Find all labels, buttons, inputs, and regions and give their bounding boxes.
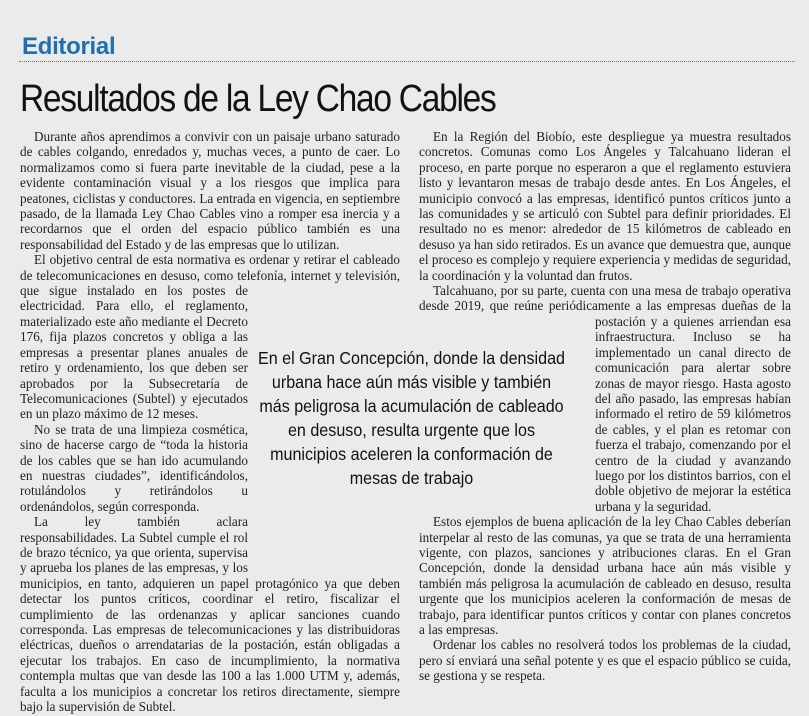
paragraph: El objetivo central de esta normativa es ordenar y retirar el cableado de telecomunicaciones en desuso, como telefonía, internet y televisión, que sigue instalado en los postes de electricidad. Para ello, el reglamento, materializado este año mediante el Decreto 176, fija plazos concretos y obliga a las empresas a presentar planes anuales de retiro y ordenamiento, los que deben ser aprobados por la Subsecretaría de Telecomunicaciones (Subtel) y ejecutados en un plazo máximo de 12 meses. <box>20 252 400 422</box>
section-divider <box>19 61 795 62</box>
section-label: Editorial <box>22 33 116 60</box>
paragraph: Estos ejemplos de buena aplicación de la ley Chao Cables deberían interpelar al resto de las comunas, ya que se trata de una herramienta vigente, con plazos, sanciones y atribuciones claras. En el Gran Concepción, donde la densidad urbana hace aún más visible y también más peligrosa la acumulación de cableado en desuso, resulta urgente que los municipios aceleren la conformación de mesas de trabajo, para identificar puntos críticos y contar con planes concretos a las empresas. <box>419 514 791 637</box>
paragraph: Talcahuano, por su parte, cuenta con una mesa de trabajo operativa desde 2019, que reúne periódicamente a las empresas dueñas de la postación y a quienes arriendan esa infraestructura. Incluso se ha implementado un canal directo de comunicación para alertar sobre zonas de mayor riesgo. Hasta agosto del año pasado, las empresas habían informado el retiro de 59 kilómetros de cables, y el plan es retomar con fuerza el trabajo, comenzando por el centro de la ciudad y avanzando luego por los distintos barrios, con el doble objetivo de mejorar la estética urbana y la seguridad. <box>419 283 791 514</box>
paragraph: No se trata de una limpieza cosmética, sino de hacerse cargo de “toda la historia de los cables que se han ido acumulando en nuestras ciudades”, identificándolos, rotulándolos y retirándolos u ordenándolos, según corresponda. <box>20 421 248 514</box>
paragraph: En la Región del Biobío, este despliegue ya muestra resultados concretos. Comunas como Los Ángeles y Talcahuano lideran el proceso, en parte porque no esperaron a que el reglamento estuviera listo y levantaron mesas de trabajo desde antes. En Los Ángeles, el municipio convocó a las empresas, identificó puntos críticos junto a las comunidades y se articuló con Subtel para definir prioridades. El resultado no es menor: alrededor de 15 kilómetros de cableado en desuso ya han sido retirados. Es un avance que demuestra que, aunque el proceso es complejo y requiere experiencia y medidas de seguridad, la coordinación y la voluntad dan frutos. <box>419 129 791 283</box>
pull-quote: En el Gran Concepción, donde la densidad urbana hace aún más visible y también más peligrosa la acumulación de cableado en desuso, resulta urgente que los municipios aceleren la conformación de mesas de trabajo <box>257 348 566 488</box>
paragraph: La ley también aclara responsabilidades. La Subtel cumple el rol de brazo técnico, ya que orienta, supervisa y aprueba los planes de las empresas, y los municipios, en tanto, adquieren un papel protagónico ya que deben detectar los puntos críticos, coordinar el retiro, fiscalizar el cumplimiento de las ordenanzas y aplicar sanciones cuando corresponda. Las empresas de telecomunicaciones y las distribuidoras eléctricas, dueños o arrendatarias de la postación, están obligadas a ejecutar los trabajos. En caso de incumplimiento, la normativa contempla multas que van desde las 100 a las 1.000 UTM y, además, faculta a los municipios a concretar los retiros directamente, siempre bajo la supervisión de Subtel. <box>20 514 400 715</box>
paragraph: Durante años aprendimos a convivir con un paisaje urbano saturado de cables colgando, enredados y, muchas veces, a punto de caer. Lo normalizamos como si fuera parte inevitable de la ciudad, pese a la evidente contaminación visual y a los riesgos que implica para peatones, ciclistas y conductores. La entrada en vigencia, en septiembre pasado, de la llamada Ley Chao Cables vino a romper esa inercia y a recordarnos que el orden del espacio público también es una responsabilidad del Estado y de las empresas que lo utilizan. <box>20 129 400 252</box>
paragraph: Ordenar los cables no resolverá todos los problemas de la ciudad, pero sí enviará una señal potente y es que el espacio público se cuida, se gestiona y se respeta. <box>419 637 791 684</box>
article-headline: Resultados de la Ley Chao Cables <box>20 78 496 120</box>
